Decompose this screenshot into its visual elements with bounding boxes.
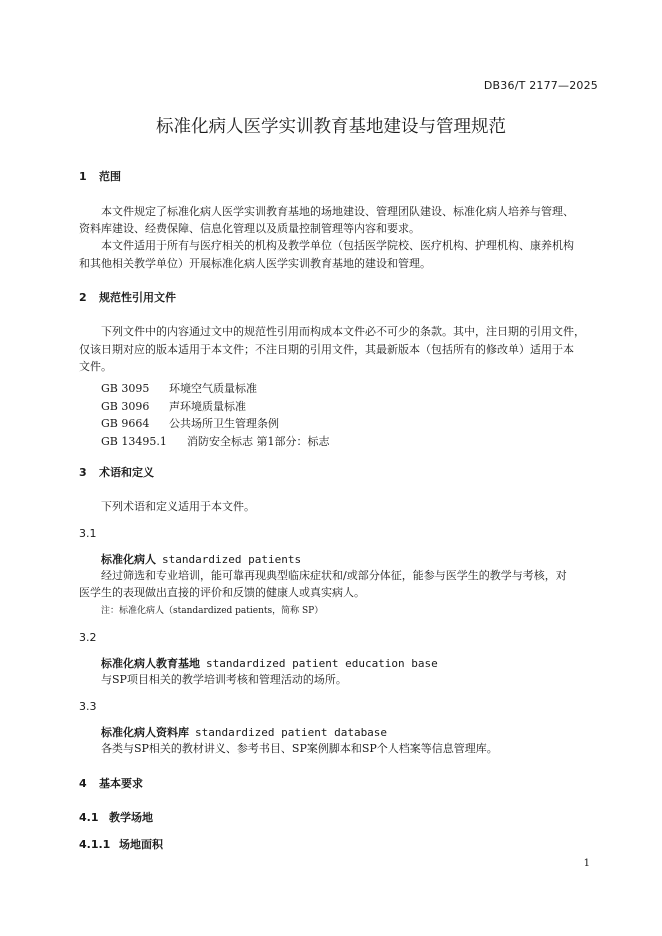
term-zh: 标准化病人资料库 (101, 726, 189, 739)
subsection-number: 4.1 (79, 811, 99, 824)
reference-code: GB 9664 (101, 417, 150, 430)
section-number: 2 (79, 291, 87, 304)
section-number: 1 (79, 170, 87, 183)
subsection-heading (79, 809, 153, 825)
section-3-heading (79, 464, 154, 480)
definition-line: 与SP项目相关的教学培训考核和管理活动的场所。 (101, 673, 347, 686)
subsection-title: 教学场地 (109, 811, 153, 824)
subsection-heading (79, 836, 163, 852)
section-title: 范围 (99, 170, 121, 183)
reference-name: 消防安全标志 第1部分：标志 (187, 435, 330, 448)
term-en: standardized patient database (195, 726, 388, 739)
section-title: 规范性引用文件 (99, 291, 176, 304)
term-zh: 标准化病人 (101, 553, 156, 566)
section-1-heading (79, 168, 121, 184)
reference-code: GB 13495.1 (101, 435, 167, 448)
reference-code: GB 3095 (101, 382, 150, 395)
paragraph-line: 本文件适用于所有与医疗相关的机构及教学单位（包括医学院校、医疗机构、护理机构、康养机构 (101, 239, 574, 252)
paragraph-line: 和其他相关教学单位）开展标准化病人医学实训教育基地的建设和管理。 (79, 257, 431, 270)
page-number: 1 (583, 858, 590, 869)
term-number: 3.3 (79, 700, 97, 713)
section-4-heading (79, 775, 143, 791)
document-title: 标准化病人医学实训教育基地建设与管理规范 (156, 117, 506, 137)
paragraph-line: 文件。 (79, 360, 112, 373)
term-number: 3.1 (79, 527, 97, 540)
section-title: 基本要求 (99, 777, 143, 790)
paragraph-line: 下列文件中的内容通过文中的规范性引用而构成本文件必不可少的条款。其中，注日期的引用文件， (101, 325, 585, 338)
term-heading (101, 724, 387, 740)
document-number: DB36/T 2177—2025 (483, 79, 598, 92)
reference-name: 声环境质量标准 (169, 400, 246, 413)
paragraph-line: 资料库建设、经费保障、信息化管理以及质量控制管理等内容和要求。 (79, 222, 420, 235)
paragraph-line: 本文件规定了标准化病人医学实训教育基地的场地建设、管理团队建设、标准化病人培养与管理、 (101, 205, 574, 218)
definition-line: 各类与SP相关的教材讲义、参考书目、SP案例脚本和SP个人档案等信息管理库。 (101, 742, 498, 755)
term-en: standardized patients (162, 553, 302, 566)
section-number: 4 (79, 777, 87, 790)
reference-item (101, 415, 279, 431)
section-2-heading (79, 289, 176, 305)
term-en: standardized patient education base (206, 657, 438, 670)
term-number: 3.2 (79, 631, 97, 644)
term-note: 注：标准化病人（standardized patients，简称 SP） (101, 606, 324, 616)
term-heading (101, 655, 438, 671)
definition-line: 医学生的表现做出直接的评价和反馈的健康人或真实病人。 (79, 586, 365, 599)
term-heading (101, 551, 301, 567)
subsection-number: 4.1.1 (79, 838, 111, 851)
term-zh: 标准化病人教育基地 (101, 657, 200, 670)
reference-item (101, 380, 257, 396)
section-number: 3 (79, 466, 87, 479)
paragraph-line: 下列术语和定义适用于本文件。 (101, 500, 255, 513)
subsection-title: 场地面积 (119, 838, 163, 851)
reference-item (101, 398, 246, 414)
reference-name: 公共场所卫生管理条例 (169, 417, 279, 430)
reference-item (101, 433, 330, 449)
reference-code: GB 3096 (101, 400, 150, 413)
definition-line: 经过筛选和专业培训，能可靠再现典型临床症状和/或部分体征，能参与医学生的教学与考核，对 (101, 569, 567, 582)
reference-name: 环境空气质量标准 (169, 382, 257, 395)
paragraph-line: 仅该日期对应的版本适用于本文件；不注日期的引用文件，其最新版本（包括所有的修改单）适用于本 (79, 343, 574, 356)
section-title: 术语和定义 (99, 466, 154, 479)
